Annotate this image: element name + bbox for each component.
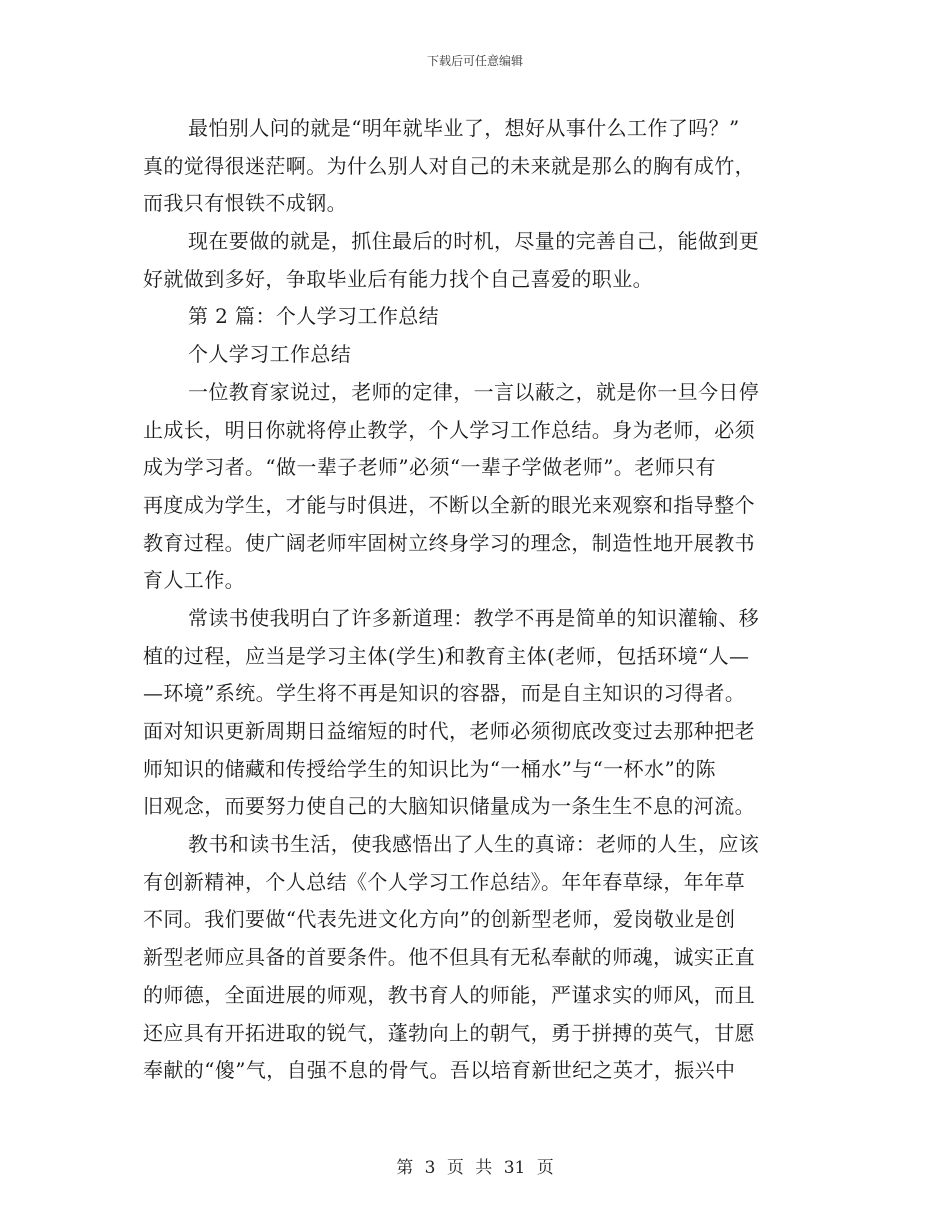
paragraph <box>143 600 805 826</box>
text-line: 教书和读书生活，使我感悟出了人生的真谛：老师的人生，应该 <box>188 832 760 857</box>
text-line: 奉献的“傻”气，自强不息的骨气。吾以培育新世纪之英才，振兴中 <box>143 1058 736 1083</box>
text-line: 的师德，全面进展的师观，教书育人的师能，严谨求实的师风，而且 <box>143 982 755 1007</box>
section-title <box>143 336 805 374</box>
paragraph <box>143 374 805 600</box>
text-line: 育人工作。 <box>143 568 245 593</box>
text-line: 不同。我们要做“代表先进文化方向”的创新型老师，爱岗敬业是创 <box>143 907 736 932</box>
page-header: 下载后可任意编辑 <box>426 54 523 68</box>
text-line: 教育过程。使广阔老师牢固树立终身学习的理念，制造性地开展教书 <box>143 530 755 555</box>
text-line: 还应具有开拓进取的锐气，蓬勃向上的朝气，勇于拼搏的英气，甘愿 <box>143 1020 755 1045</box>
text-line: 真的觉得很迷茫啊。为什么别人对自己的未来就是那么的胸有成竹， <box>143 153 755 178</box>
paragraph <box>143 223 805 298</box>
page-number: 第 3 页 共 31 页 <box>396 1158 554 1178</box>
paragraph <box>143 110 805 223</box>
text-line: 现在要做的就是，抓住最后的时机，尽量的完善自己，能做到更 <box>188 229 760 254</box>
text-line: 常读书使我明白了许多新道理：教学不再是简单的知识灌输、移 <box>188 605 760 630</box>
text-line: —环境”系统。学生将不再是知识的容器，而是自主知识的习得者。 <box>143 681 746 706</box>
text-line: 一位教育家说过，老师的定律，一言以蔽之，就是你一旦今日停 <box>188 379 760 404</box>
text-line: 面对知识更新周期日益缩短的时代，老师必须彻底改变过去那种把老 <box>143 719 755 743</box>
document-body <box>143 110 805 1090</box>
text-line: 而我只有恨铁不成钢。 <box>143 191 347 216</box>
text-line: 个人学习工作总结 <box>188 342 352 367</box>
text-line: 止成长，明日你就将停止教学，个人学习工作总结。身为老师，必须 <box>143 417 755 442</box>
text-line: 师知识的储藏和传授给学生的知识比为“一桶水”与“一杯水”的陈 <box>143 756 716 781</box>
section-heading <box>143 298 805 336</box>
text-line: 成为学习者。“做一辈子老师”必须“一辈子学做老师”。老师只有 <box>143 455 716 480</box>
text-line: 最怕别人问的就是“明年就毕业了，想好从事什么工作了吗？” <box>188 116 740 140</box>
text-line: 旧观念，而要努力使自己的大脑知识储量成为一条生生不息的河流。 <box>143 794 755 819</box>
text-line: 新型老师应具备的首要条件。他不但具有无私奉献的师魂，诚实正直 <box>143 945 755 970</box>
text-line: 再度成为学生，才能与时俱进，不断以全新的眼光来观察和指导整个 <box>143 492 755 517</box>
paragraph <box>143 826 805 1090</box>
text-line: 第 2 篇：个人学习工作总结 <box>188 304 440 329</box>
text-line: 有创新精神，个人总结《个人学习工作总结》。年年春草绿，年年草 <box>143 869 745 894</box>
text-line: 好就做到多好，争取毕业后有能力找个自己喜爱的职业。 <box>143 266 653 291</box>
text-line: 植的过程，应当是学习主体(学生)和教育主体(老师，包括环境“人— <box>143 643 750 668</box>
